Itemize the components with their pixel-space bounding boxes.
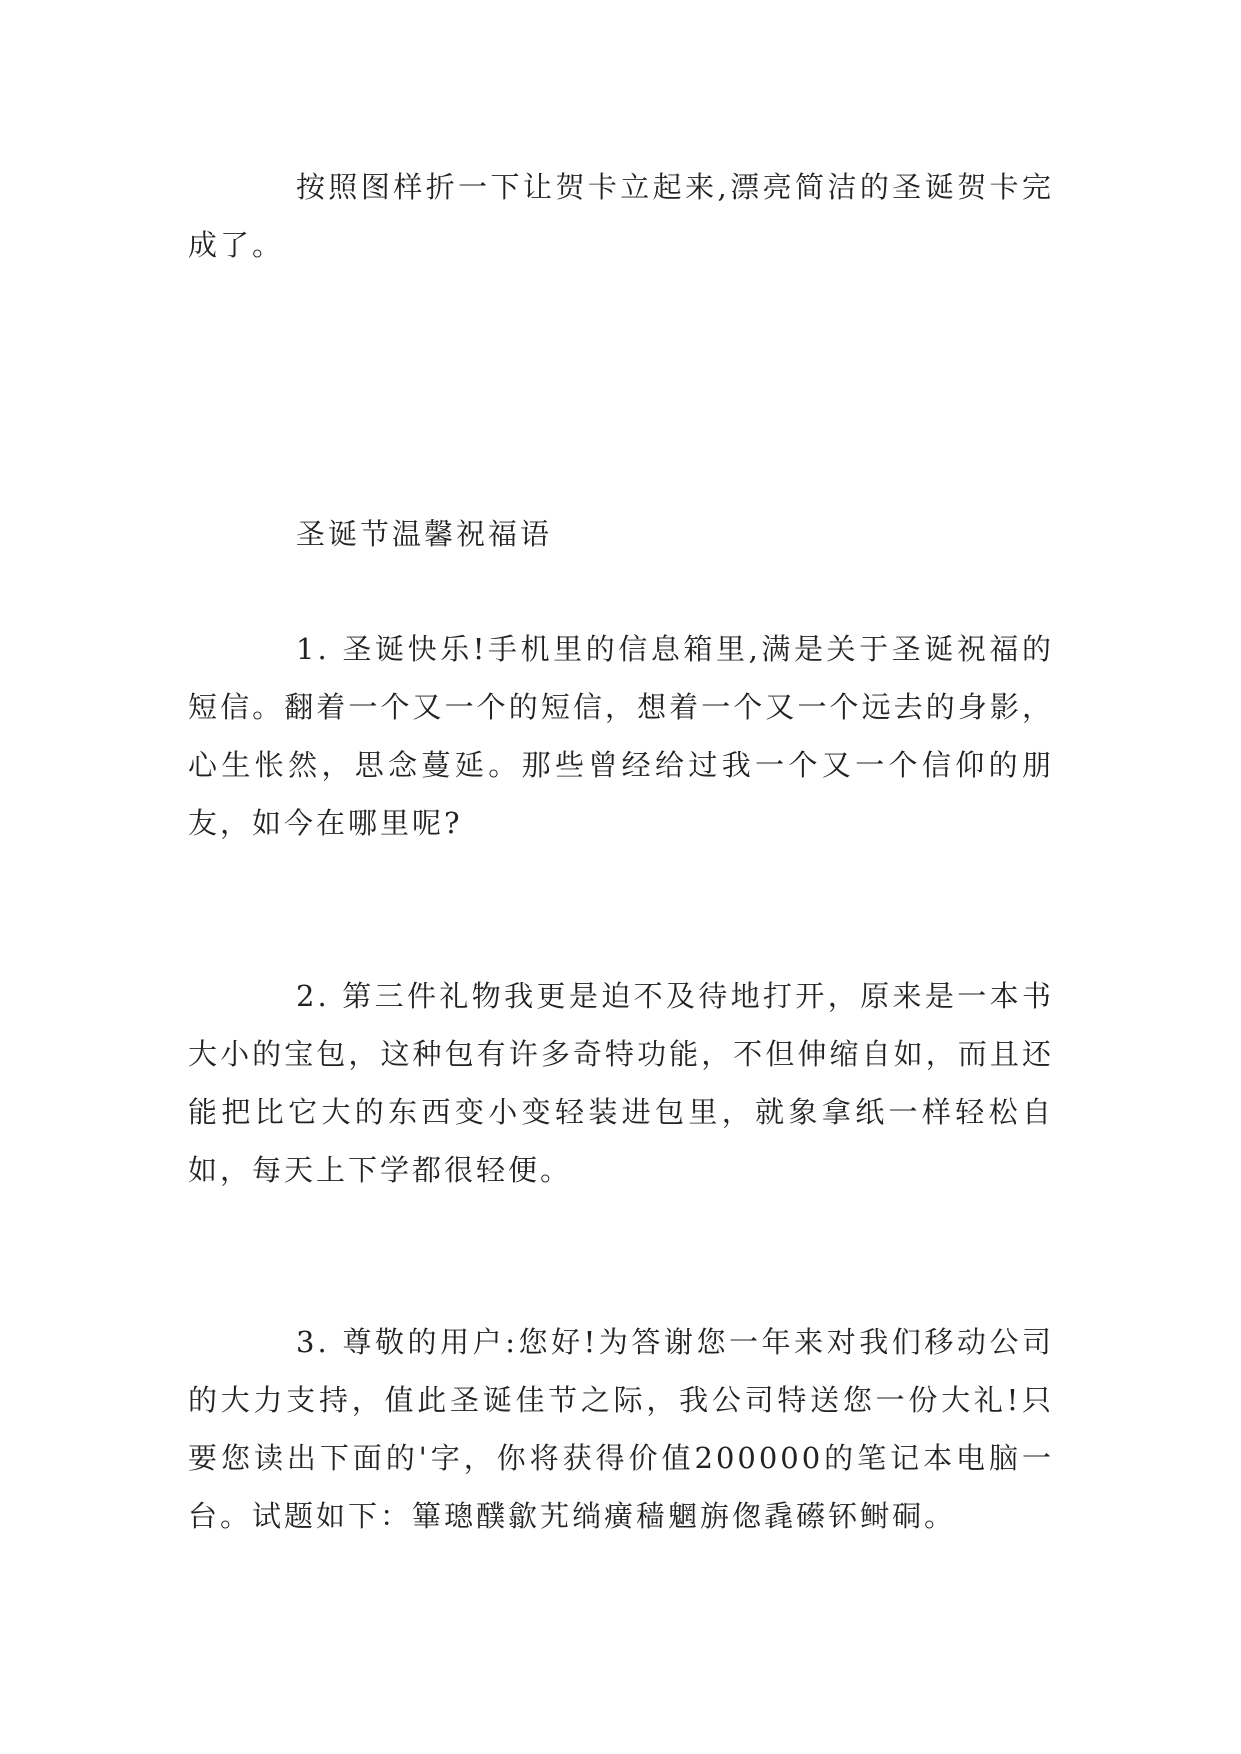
- intro-paragraph: 按照图样折一下让贺卡立起来,漂亮简洁的圣诞贺卡完成了。: [188, 170, 1054, 262]
- list-item: 1. 圣诞快乐!手机里的信息箱里,满是关于圣诞祝福的短信。翻着一个又一个的短信，想着一个又一个远去的身影，心生怅然，思念蔓延。那些曾经给过我一个又一个信仰的朋友，如今在哪里呢?: [188, 632, 1054, 840]
- list-item: 3. 尊敬的用户:您好!为答谢您一年来对我们移动公司的大力支持，值此圣诞佳节之际，我公司特送您一份大礼!只要您读出下面的'字，你将获得价值200000的笔记本电脑一台。试题如下：篳璁醭歙艽绱癀穑魍旃偬毳礤钚鲥硐。: [188, 1325, 1054, 1533]
- section-heading: 圣诞节温馨祝福语: [296, 517, 553, 551]
- list-item: 2. 第三件礼物我更是迫不及待地打开，原来是一本书大小的宝包，这种包有许多奇特功能，不但伸缩自如，而且还能把比它大的东西变小变轻装进包里，就象拿纸一样轻松自如，每天上下学都很轻便。: [188, 979, 1054, 1187]
